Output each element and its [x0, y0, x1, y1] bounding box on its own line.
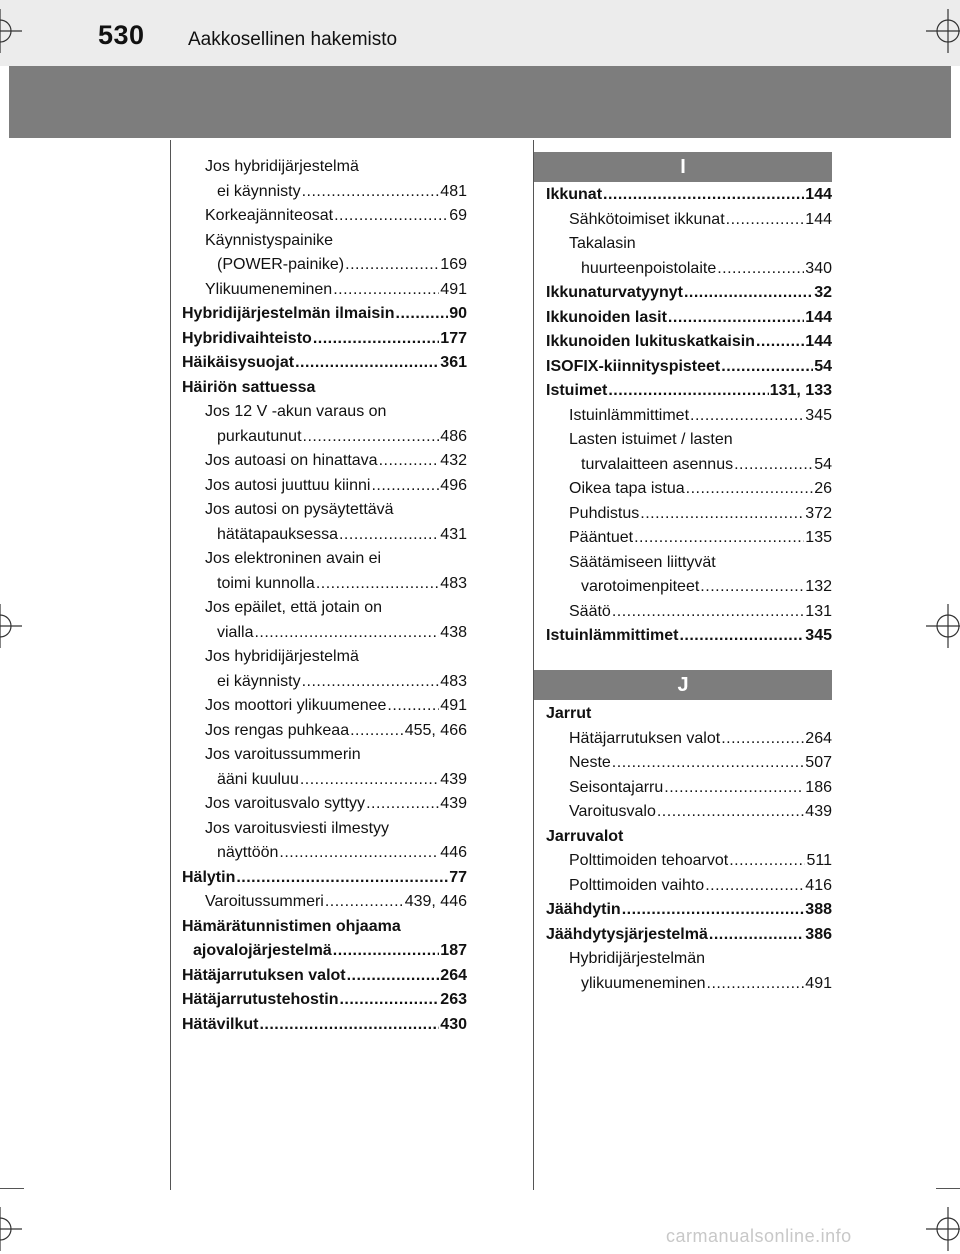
index-entry [182, 253, 467, 278]
entry-page-ref: 263 [440, 991, 467, 1008]
index-entry [182, 621, 467, 646]
section-entries [546, 183, 832, 649]
registration-mark-icon [0, 1207, 22, 1251]
dot-leader [366, 792, 439, 817]
dot-leader [350, 719, 404, 744]
dot-leader [707, 972, 805, 997]
dot-leader [236, 866, 448, 891]
section-entries [546, 702, 832, 996]
entry-page-ref: 69 [449, 207, 467, 224]
entry-term: Hätävilkut [182, 1015, 259, 1033]
index-entry [546, 526, 832, 551]
dot-leader [302, 180, 440, 205]
entry-term: Jos hybridijärjestelmä [205, 648, 359, 665]
registration-mark-icon [926, 9, 960, 53]
entry-term: Istuimet [546, 382, 608, 399]
index-entry [182, 327, 467, 352]
index-entry [182, 743, 467, 768]
index-entry [546, 477, 832, 502]
index-entry [182, 400, 467, 425]
entry-term: Hämärätunnistimen ohjaama [182, 917, 401, 935]
entry-page-ref: 491 [440, 280, 467, 298]
entry-page-ref: 90 [449, 305, 467, 322]
dot-leader [396, 302, 449, 327]
entry-term: ääni kuuluu [217, 770, 299, 788]
dot-leader [657, 800, 804, 825]
entry-term: Jos varoitusviesti ilmestyy [205, 819, 390, 837]
index-entry [182, 229, 467, 254]
entry-term: Ikkunat [546, 186, 603, 203]
section-letter-header: J [534, 670, 832, 700]
index-entry [546, 776, 832, 801]
entry-page-ref: 144 [805, 186, 832, 203]
entry-term: Jos autoasi on hinattava [205, 452, 378, 469]
entry-term: Hälytin [182, 868, 236, 886]
entry-page-ref: 131 [805, 602, 832, 620]
entry-page-ref: 135 [805, 529, 832, 546]
index-entry [546, 257, 832, 282]
index-entry [182, 694, 467, 719]
index-entry [182, 645, 467, 670]
entry-page-ref: 432 [440, 452, 467, 469]
entry-page-ref: 144 [805, 308, 832, 326]
entry-term: Jos autosi juuttuu kiinni [205, 476, 371, 494]
entry-page-ref: 439 [440, 770, 467, 788]
page-number: 530 [98, 20, 145, 50]
entry-term: turvalaitteen asennus [581, 455, 734, 473]
entry-term: Seisontajarru [569, 778, 664, 796]
entry-page-ref: 430 [440, 1015, 467, 1033]
entry-term: Hybridijärjestelmän ilmaisin [182, 305, 395, 322]
index-entry [182, 474, 467, 499]
entry-term: Oikea tapa istua [569, 480, 685, 497]
index-entry [182, 596, 467, 621]
dot-leader [717, 257, 804, 282]
watermark: carmanualsonline.info [666, 1226, 852, 1246]
index-entry [546, 355, 832, 380]
dot-leader [333, 278, 439, 303]
dot-leader [664, 776, 804, 801]
index-entry [182, 988, 467, 1013]
entry-page-ref: 455, 466 [404, 721, 467, 739]
dot-leader [729, 849, 805, 874]
index-entry [546, 183, 832, 208]
index-entry [546, 702, 832, 727]
dot-leader [339, 988, 439, 1013]
entry-term: ajovalojärjestelmä [193, 942, 332, 959]
entry-term: Käynnistyspainike [205, 231, 334, 249]
entry-term: Jarrut [546, 705, 592, 722]
entry-page-ref: 187 [440, 942, 467, 959]
index-entry [546, 874, 832, 899]
entry-page-ref: 388 [805, 901, 832, 918]
dot-leader [734, 453, 813, 478]
dot-leader [726, 208, 805, 233]
page-title: Aakkosellinen hakemisto [188, 29, 398, 50]
entry-term: Varoitussummeri [205, 893, 324, 910]
entry-page-ref: 264 [805, 729, 832, 747]
header-bar [0, 0, 960, 66]
entry-page-ref: 345 [805, 627, 832, 644]
index-entry [546, 453, 832, 478]
index-entry [546, 404, 832, 429]
index-entry [546, 502, 832, 527]
entry-term: Istuinlämmittimet [569, 406, 690, 424]
index-entry [182, 866, 467, 891]
entry-term: Jos rengas puhkeaa [205, 721, 350, 739]
index-entry [182, 572, 467, 597]
entry-term: Puhdistus [569, 504, 640, 522]
entry-page-ref: 372 [805, 504, 832, 522]
index-entry [182, 425, 467, 450]
entry-term: Säätö [569, 602, 611, 620]
dot-leader [333, 939, 440, 964]
entry-term: Jos varoitusvalo syttyy [205, 795, 366, 812]
entry-page-ref: 416 [805, 876, 832, 894]
index-entry [182, 1013, 467, 1038]
index-entry [546, 551, 832, 576]
dot-leader [345, 253, 439, 278]
entry-term: Ikkunoiden lukituskatkaisin [546, 333, 755, 350]
entry-term: Jäähdytin [546, 901, 621, 918]
dot-leader [679, 624, 804, 649]
entry-term: ylikuumeneminen [581, 974, 706, 992]
entry-term: varotoimenpiteet [581, 578, 700, 595]
entry-term: Jos varoitussummerin [205, 746, 361, 763]
entry-term: Hätäjarrutustehostin [182, 991, 339, 1008]
dot-leader [612, 600, 804, 625]
dot-leader [302, 670, 440, 695]
dot-leader [279, 841, 439, 866]
entry-page-ref: 446 [440, 844, 467, 861]
entry-term: purkautunut [217, 427, 302, 445]
index-entry [546, 825, 832, 850]
column-rule-right [533, 140, 534, 1190]
entry-term: Jos epäilet, että jotain on [205, 599, 383, 616]
index-entry [182, 670, 467, 695]
entry-page-ref: 144 [805, 210, 832, 228]
header-band [9, 66, 951, 138]
entry-page-ref: 438 [440, 623, 467, 641]
dot-leader [686, 477, 814, 502]
index-entry [182, 964, 467, 989]
index-entry [182, 939, 467, 964]
index-entry [546, 800, 832, 825]
entry-page-ref: 340 [805, 259, 832, 277]
entry-page-ref: 177 [440, 329, 467, 347]
dot-leader [334, 204, 448, 229]
dot-leader [300, 768, 439, 793]
entry-page-ref: 496 [440, 476, 467, 494]
dot-leader [387, 694, 439, 719]
index-entry [182, 719, 467, 744]
dot-leader [705, 874, 804, 899]
entry-term: Korkeajänniteosat [205, 207, 334, 224]
dot-leader [700, 575, 804, 600]
dot-leader [259, 1013, 439, 1038]
entry-term: Polttimoiden tehoarvot [569, 852, 729, 869]
index-entry [182, 547, 467, 572]
entry-term: Häikäisysuojat [182, 354, 295, 371]
entry-page-ref: 439 [440, 795, 467, 812]
entry-term: Hybridivaihteisto [182, 329, 312, 347]
dot-leader [622, 898, 805, 923]
crop-mark [0, 1188, 24, 1189]
entry-term: Jos 12 V -akun varaus on [205, 403, 387, 420]
index-entry [546, 306, 832, 331]
dot-leader [303, 425, 440, 450]
entry-term: Häiriön sattuessa [182, 378, 316, 396]
index-entry [182, 817, 467, 842]
entry-term: Jos moottori ylikuumenee [205, 697, 387, 714]
entry-term: Hätäjarrutuksen valot [569, 729, 721, 747]
index-entry [182, 523, 467, 548]
dot-leader [640, 502, 804, 527]
dot-leader [325, 890, 404, 915]
entry-page-ref: 486 [440, 427, 467, 445]
dot-leader [371, 474, 439, 499]
dot-leader [603, 183, 804, 208]
index-entry [546, 972, 832, 997]
entry-term: Ylikuumeneminen [205, 280, 333, 298]
index-entry [546, 624, 832, 649]
entry-term: Neste [569, 754, 611, 771]
entry-term: vialla [217, 623, 254, 641]
dot-leader [634, 526, 804, 551]
entry-term: (POWER-painike) [217, 256, 345, 273]
index-entry [546, 600, 832, 625]
index-entry [546, 281, 832, 306]
dot-leader [347, 964, 440, 989]
crop-mark [936, 1188, 960, 1189]
index-entry [546, 379, 832, 404]
entry-term: hätätapauksessa [217, 525, 338, 543]
entry-term: Varoitusvalo [569, 803, 656, 820]
entry-term: Jos hybridijärjestelmä [205, 158, 359, 175]
entry-term: Sähkötoimiset ikkunat [569, 210, 725, 228]
dot-leader [608, 379, 768, 404]
dot-leader [709, 923, 804, 948]
entry-page-ref: 345 [805, 406, 832, 424]
index-entry [182, 376, 467, 401]
entry-page-ref: 439 [805, 803, 832, 820]
entry-term: Ikkunaturvatyynyt [546, 284, 683, 301]
entry-term: Hätäjarrutuksen valot [182, 966, 346, 984]
dot-leader [721, 355, 813, 380]
column-rule-left [170, 140, 171, 1190]
entry-page-ref: 54 [814, 455, 832, 473]
entry-term: toimi kunnolla [217, 574, 315, 592]
entry-term: Jos elektroninen avain ei [205, 550, 382, 567]
registration-mark-icon [0, 9, 22, 53]
entry-term: Polttimoiden vaihto [569, 876, 705, 894]
entry-term: Jäähdytysjärjestelmä [546, 925, 708, 943]
dot-leader [756, 330, 804, 355]
entry-page-ref: 483 [440, 672, 467, 690]
entry-page-ref: 264 [440, 966, 467, 984]
entry-page-ref: 144 [805, 333, 832, 350]
index-entry [546, 232, 832, 257]
dot-leader [668, 306, 804, 331]
index-entry [182, 302, 467, 327]
entry-page-ref: 386 [805, 925, 832, 943]
entry-term: ei käynnisty [217, 182, 301, 200]
index-entry [182, 449, 467, 474]
entry-page-ref: 511 [806, 852, 832, 869]
dot-leader [316, 572, 439, 597]
entry-page-ref: 439, 446 [404, 893, 467, 910]
index-entry [182, 498, 467, 523]
index-entry [182, 278, 467, 303]
index-entry [182, 155, 467, 180]
index-entry [182, 915, 467, 940]
dot-leader [313, 327, 439, 352]
entry-page-ref: 507 [805, 754, 832, 771]
dot-leader [254, 621, 439, 646]
entry-term: huurteenpoistolaite [581, 259, 717, 277]
registration-mark-icon [926, 604, 960, 648]
entry-term: Pääntuet [569, 529, 634, 546]
entry-page-ref: 32 [814, 284, 832, 301]
index-entry [182, 792, 467, 817]
dot-leader [690, 404, 804, 429]
entry-page-ref: 483 [440, 574, 467, 592]
entry-page-ref: 77 [449, 868, 467, 886]
index-entry [182, 351, 467, 376]
entry-page-ref: 481 [440, 182, 467, 200]
index-entry [546, 947, 832, 972]
index-entry [546, 751, 832, 776]
entry-term: Jarruvalot [546, 827, 624, 845]
dot-leader [379, 449, 440, 474]
entry-term: Ikkunoiden lasit [546, 308, 667, 326]
index-entry [546, 575, 832, 600]
index-entry [182, 841, 467, 866]
index-entry [546, 727, 832, 752]
entry-term: Hybridijärjestelmän [569, 950, 706, 967]
entry-page-ref: 132 [805, 578, 832, 595]
entry-term: ei käynnisty [217, 672, 301, 690]
index-entry [546, 330, 832, 355]
dot-leader [295, 351, 439, 376]
index-entry [182, 890, 467, 915]
entry-term: Istuinlämmittimet [546, 627, 679, 644]
entry-page-ref: 431 [440, 525, 467, 543]
entry-term: Säätämiseen liittyvät [569, 553, 716, 571]
entry-page-ref: 169 [440, 256, 467, 273]
dot-leader [339, 523, 439, 548]
registration-mark-icon [926, 1207, 960, 1251]
dot-leader [684, 281, 813, 306]
index-entry [182, 180, 467, 205]
entry-term: Takalasin [569, 235, 636, 252]
index-entry [546, 923, 832, 948]
index-entry [546, 898, 832, 923]
entry-page-ref: 131, 133 [769, 382, 832, 399]
entry-term: näyttöön [217, 844, 279, 861]
index-entry [546, 208, 832, 233]
registration-mark-icon [0, 604, 22, 648]
index-column-left [182, 155, 467, 1037]
index-entry [546, 849, 832, 874]
entry-term: Jos autosi on pysäytettävä [205, 501, 394, 518]
entry-page-ref: 54 [814, 357, 832, 375]
entry-page-ref: 491 [805, 974, 832, 992]
entry-page-ref: 26 [814, 480, 832, 497]
index-entry [182, 768, 467, 793]
entry-page-ref: 491 [440, 697, 467, 714]
dot-leader [612, 751, 805, 776]
index-entry [182, 204, 467, 229]
entry-page-ref: 361 [440, 354, 467, 371]
entry-page-ref: 186 [805, 778, 832, 796]
index-entry [546, 428, 832, 453]
entry-term: ISOFIX-kiinnityspisteet [546, 357, 721, 375]
dot-leader [721, 727, 804, 752]
section-letter-header: I [534, 152, 832, 182]
entry-term: Lasten istuimet / lasten [569, 431, 733, 448]
